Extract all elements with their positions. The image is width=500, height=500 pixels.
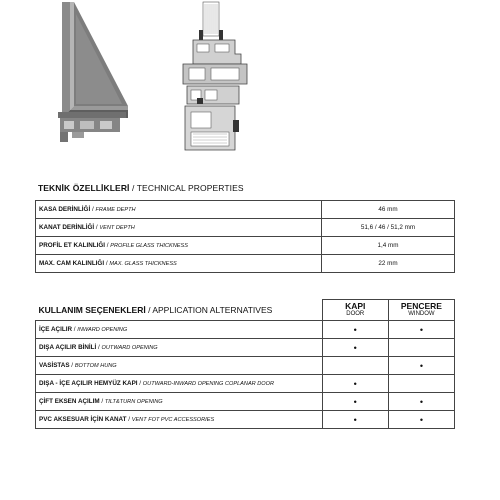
table-header-row (36, 300, 455, 321)
door-mark: • (322, 339, 388, 357)
door-column-header: KAPI DOOR (322, 300, 388, 321)
table-row (36, 411, 455, 429)
door-mark (322, 357, 388, 375)
table-row (36, 237, 455, 255)
window-mark: • (388, 393, 454, 411)
technical-properties-title: TEKNİK ÖZELLİKLERİ / TECHNICAL PROPERTIES (38, 183, 244, 193)
technical-properties-table (35, 200, 455, 273)
table-row (36, 393, 455, 411)
application-label: DIŞA AÇILIR BİNİLİ / OUTWARD OPENING (36, 339, 323, 357)
application-label: İÇE AÇILIR / INWARD OPENING (36, 321, 323, 339)
property-value: 46 mm (322, 201, 455, 219)
window-mark (388, 339, 454, 357)
window-mark: • (388, 411, 454, 429)
application-label: DIŞA - İÇE AÇILIR HEMYÜZ KAPI / OUTWARD-INWARD OPENING COPLANAR DOOR (36, 375, 323, 393)
property-label: MAX. CAM KALINLIĞI / MAX. GLASS THICKNESS (36, 255, 322, 273)
door-mark: • (322, 375, 388, 393)
property-value: 51,6 / 46 / 51,2 mm (322, 219, 455, 237)
profile-section-drawing (175, 0, 260, 158)
table-row (36, 201, 455, 219)
application-alternatives-title: KULLANIM SEÇENEKLERİ / APPLICATION ALTERNATIVES (38, 304, 273, 315)
table-row (36, 321, 455, 339)
frame-corner-image (50, 0, 130, 145)
table-row (36, 375, 455, 393)
property-value: 22 mm (322, 255, 455, 273)
door-mark: • (322, 411, 388, 429)
table-row (36, 357, 455, 375)
table-row (36, 219, 455, 237)
property-label: KANAT DERİNLİĞİ / VENT DEPTH (36, 219, 322, 237)
product-images (0, 0, 500, 180)
window-column-header: PENCERE WINDOW (388, 300, 454, 321)
property-label: PROFİL ET KALINLIĞI / PROFILE GLASS THICKNESS (36, 237, 322, 255)
window-mark (388, 375, 454, 393)
application-alternatives-table (35, 299, 455, 429)
door-mark: • (322, 393, 388, 411)
window-mark: • (388, 321, 454, 339)
table-row (36, 339, 455, 357)
application-label: ÇİFT EKSEN AÇILIM / TILT&TURN OPENING (36, 393, 323, 411)
property-value: 1,4 mm (322, 237, 455, 255)
application-label: PVC AKSESUAR İÇİN KANAT / VENT FOT PVC ACCESSORIES (36, 411, 323, 429)
door-mark: • (322, 321, 388, 339)
property-label: KASA DERİNLİĞİ / FRAME DEPTH (36, 201, 322, 219)
application-label: VASİSTAS / BOTTOM HUNG (36, 357, 323, 375)
table-row (36, 255, 455, 273)
window-mark: • (388, 357, 454, 375)
